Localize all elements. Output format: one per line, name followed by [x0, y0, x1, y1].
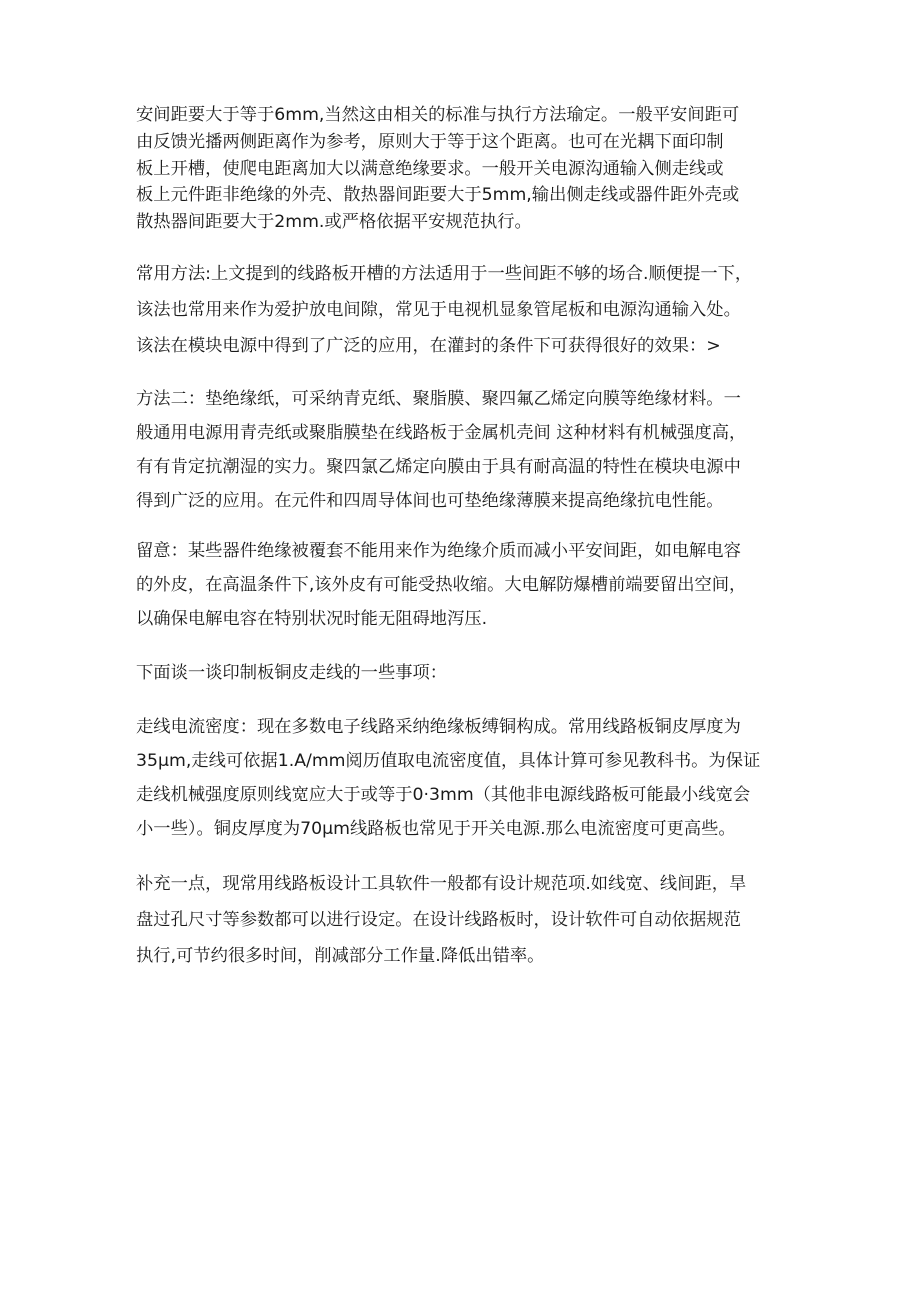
text-line: 板上开槽，使爬电距离加大以满意绝缘要求。一般开关电源沟通输入侧走线或	[136, 158, 724, 179]
paragraph-current-density	[136, 710, 796, 846]
paragraph-method-two	[136, 382, 796, 518]
text-line: 执行,可节约很多时间，削减部分工作量.降低出错率。	[136, 945, 545, 966]
text-line: 常用方法:上文提到的线路板开槽的方法适用于一些间距不够的场合.顺便提一下，	[136, 263, 753, 284]
text-line: 盘过孔尺寸等参数都可以进行设定。在设计线路板时，设计软件可自动依据规范	[136, 909, 741, 930]
text-line: 以确保电解电容在特别状况时能无阻碍地泻压.	[136, 608, 488, 629]
text-line: 留意：某些器件绝缘被覆套不能用来作为绝缘介质而减小平安间距，如电解电容	[136, 540, 741, 561]
text-line: 35μm,走线可依据1.A/mm阅历值取电流密度值，具体计算可参见教科书。为保证	[136, 750, 761, 771]
paragraph-common-method	[136, 256, 796, 364]
text-line: 由反馈光播两侧距离作为参考，原则大于等于这个距离。也可在光耦下面印制	[136, 131, 724, 152]
paragraph-design-tools	[136, 866, 796, 974]
paragraph-spacing-intro	[136, 102, 796, 236]
document-body	[136, 102, 796, 974]
text-line: 方法二：垫绝缘纸，可采纳青克纸、聚脂膜、聚四氟乙烯定向膜等绝缘材料。一	[136, 388, 741, 409]
text-line: 板上元件距非绝缘的外壳、散热器间距要大于5mm,输出侧走线或器件距外壳或	[136, 185, 740, 206]
text-line: 得到广泛的应用。在元件和四周导体间也可垫绝缘薄膜来提高绝缘抗电性能。	[136, 490, 724, 511]
text-line: 下面谈一谈印制板铜皮走线的一些事项：	[136, 662, 448, 683]
text-line: 小一些）。铜皮厚度为70μm线路板也常见于开关电源.那么电流密度可更高些。	[136, 818, 736, 839]
text-line: 走线电流密度：现在多数电子线路采纳绝缘板缚铜构成。常用线路板铜皮厚度为	[136, 716, 741, 737]
text-line: 走线机械强度原则线宽应大于或等于0·3mm（其他非电源线路板可能最小线宽会	[136, 784, 751, 805]
text-line: 补充一点，现常用线路板设计工具软件一般都有设计规范项.如线宽、线间距，旱	[136, 873, 747, 894]
text-line: 该法也常用来作为爱护放电间隙，常见于电视机显象管尾板和电源沟通输入处。	[136, 299, 741, 320]
text-line: 安间距要大于等于6mm,当然这由相关的标准与执行方法瑜定。一般平安间距可	[136, 105, 740, 125]
text-line: 该法在模块电源中得到了广泛的应用，在灌封的条件下可获得很好的效果：>	[136, 335, 721, 356]
text-line: 般通用电源用青壳纸或聚脂膜垫在线路板于金属机壳间 这种材料有机械强度高，	[136, 422, 747, 443]
paragraph-copper-intro	[136, 656, 796, 690]
paragraph-caution	[136, 534, 796, 636]
text-line: 有有肯定抗潮湿的实力。聚四氯乙烯定向膜由于具有耐高温的特性在模块电源中	[136, 456, 741, 477]
text-line: 散热器间距要大于2mm.或严格依据平安规范执行。	[136, 212, 532, 233]
text-line: 的外皮，在高温条件下,该外皮有可能受热收缩。大电解防爆槽前端要留出空间，	[136, 574, 747, 595]
